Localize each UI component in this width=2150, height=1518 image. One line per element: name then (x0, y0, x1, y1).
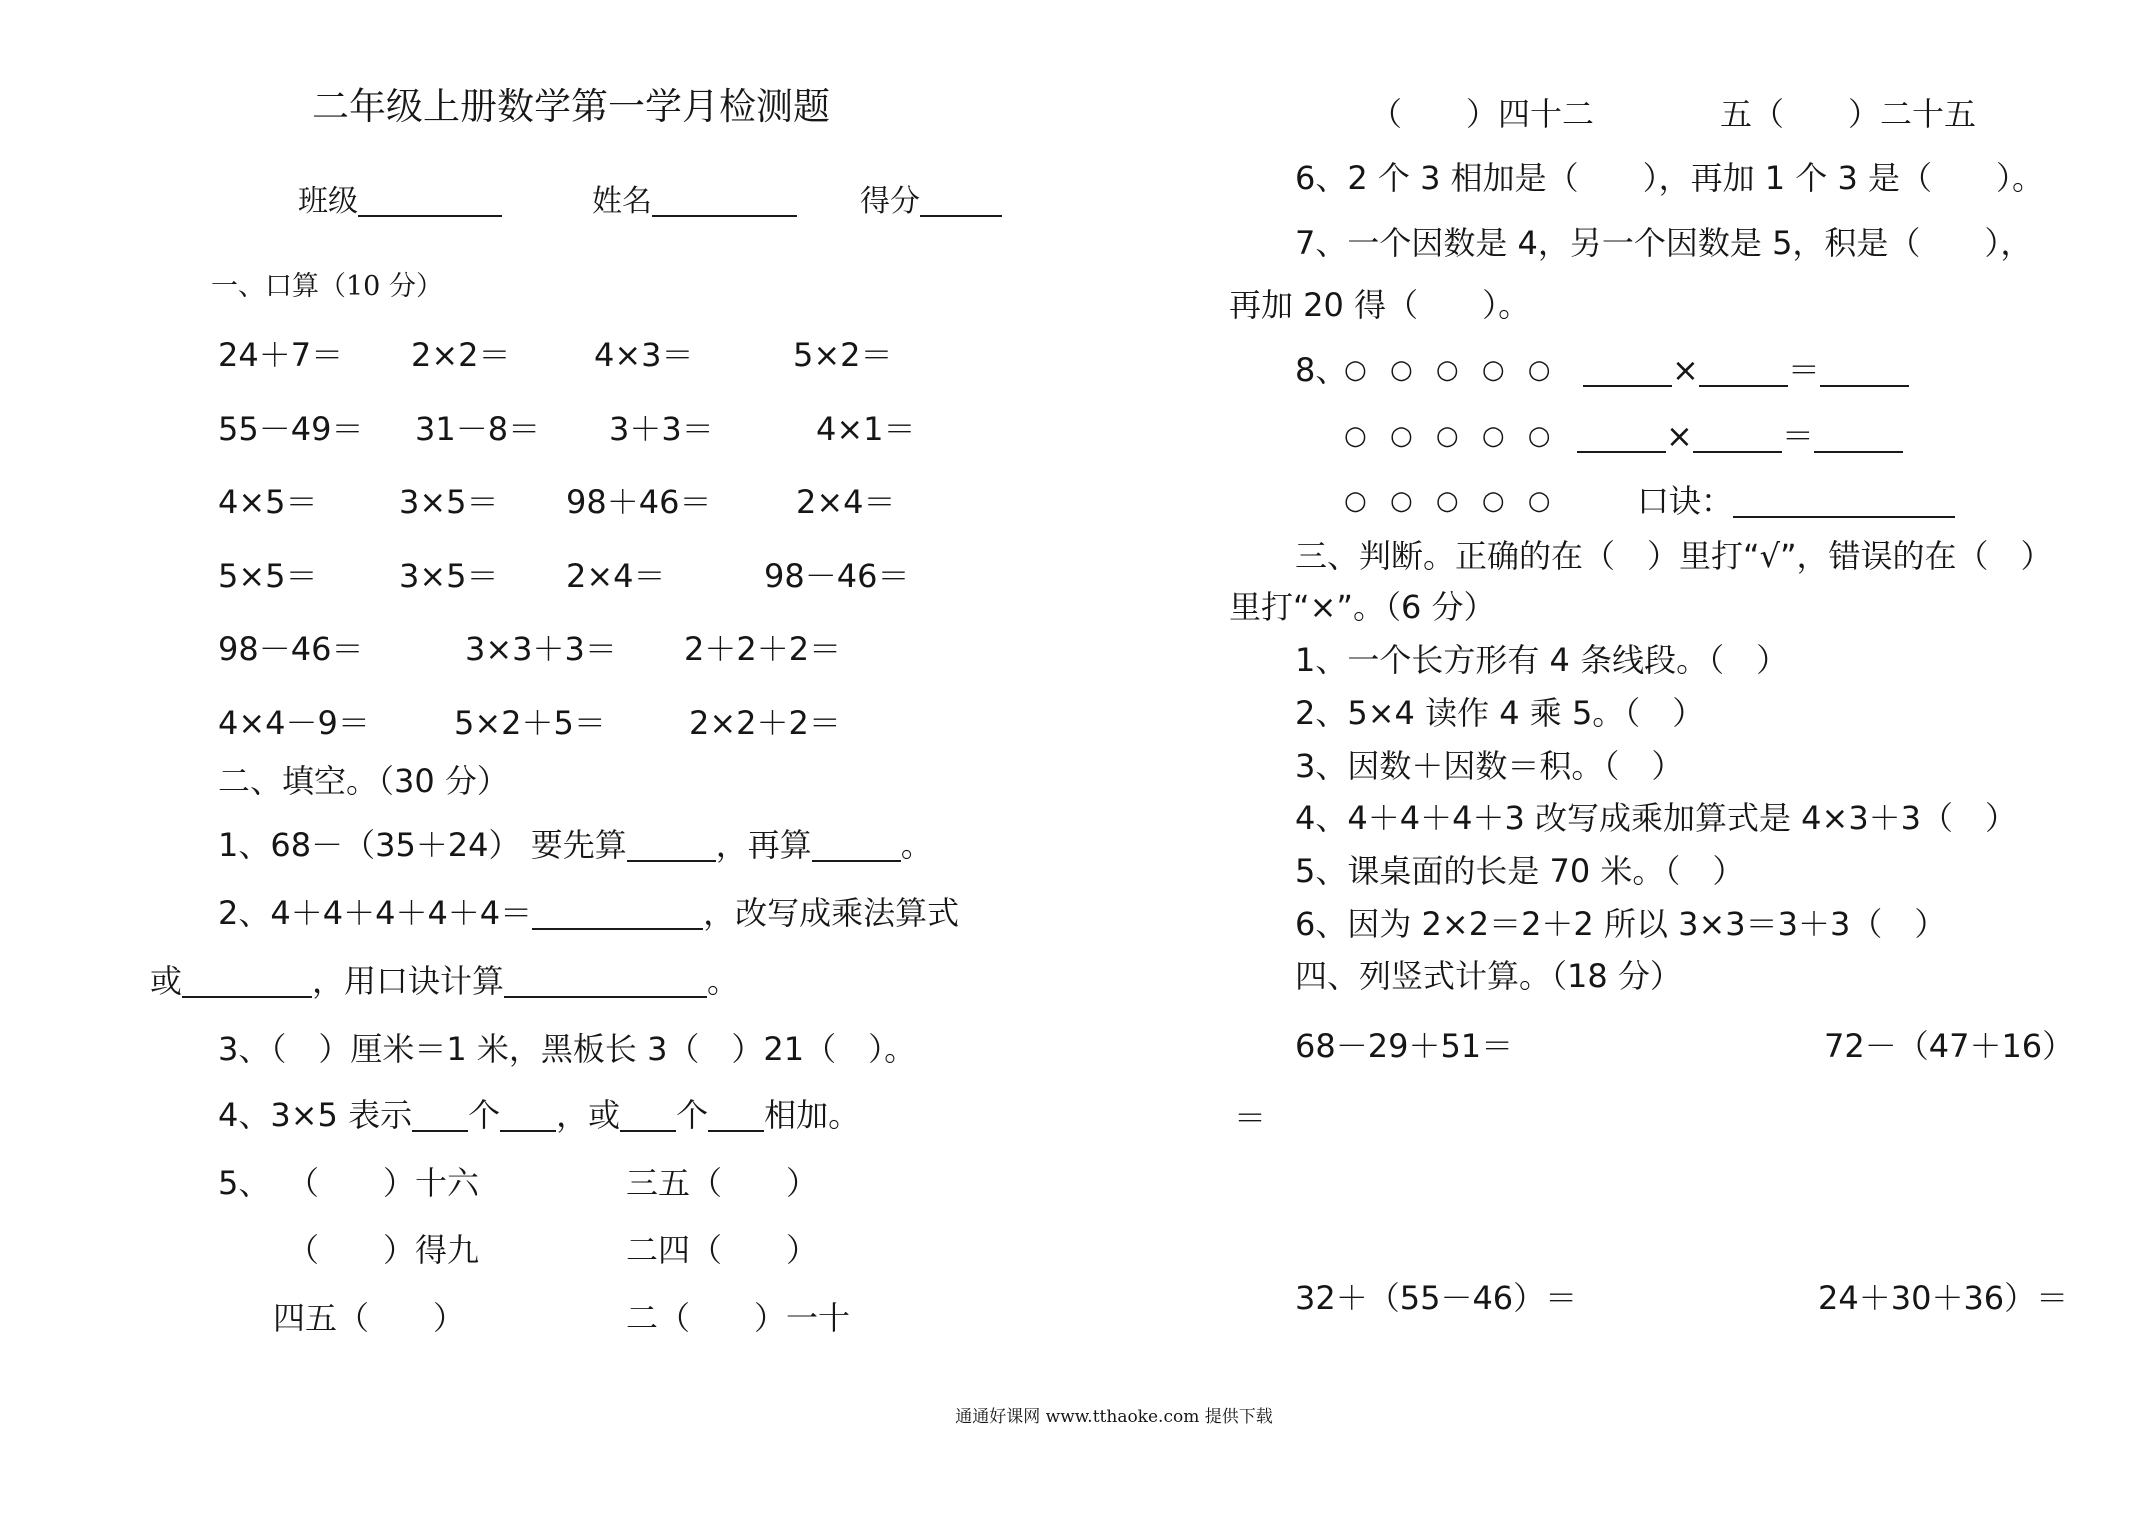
rhyme-item: 三五（ ） (626, 1164, 819, 1202)
answer-blank (1814, 423, 1903, 453)
question-text: ，或 (556, 1096, 621, 1134)
oral-problem: 4×5＝ (218, 483, 318, 521)
class-blank (358, 187, 502, 217)
answer-blank (1577, 423, 1666, 453)
question-text: ，改写成乘法算式 (703, 894, 960, 932)
oral-problem: 2×4＝ (796, 483, 896, 521)
rhyme-item: 四五（ ） (273, 1299, 466, 1337)
equals-sign: ＝ (1787, 351, 1820, 389)
circle-row: ○ ○ ○ ○ ○ (1344, 355, 1551, 385)
question-text: 或 (150, 962, 183, 1000)
oral-problem: 2×4＝ (566, 557, 666, 595)
fill-question-2 (218, 891, 959, 935)
page-title: 二年级上册数学第一学月检测题 (312, 85, 830, 128)
vertical-problem: 68－29＋51＝ (1295, 1027, 1514, 1065)
fill-question-7-continued: 再加 20 得（ ）。 (1229, 286, 1531, 324)
oral-problem: 4×3＝ (594, 336, 694, 374)
vertical-problem: 72－（47＋16） (1824, 1027, 2075, 1065)
question-text: 相加。 (764, 1096, 861, 1134)
section-judge-heading-continued: 里打“×”。（6 分） (1229, 588, 1496, 626)
answer-blank (812, 832, 901, 862)
oral-problem: 2×2＝ (411, 336, 511, 374)
answer-blank (1693, 423, 1782, 453)
circle-row: ○ ○ ○ ○ ○ (1344, 421, 1551, 451)
footer-credit: 通通好课网 www.tthaoke.com 提供下载 (955, 1407, 1273, 1427)
answer-blank (500, 1102, 556, 1132)
score-label: 得分 (860, 184, 920, 219)
answer-blank (1699, 357, 1788, 387)
rhyme-item: （ ）十六 (287, 1164, 480, 1202)
multiplication-equation (1583, 348, 1909, 392)
rhyme-item: （ ）四十二 (1370, 95, 1595, 133)
oral-problem: 3×5＝ (399, 557, 499, 595)
judge-item: 6、因为 2×2＝2＋2 所以 3×3＝3＋3（ ） (1295, 905, 1947, 943)
oral-problem: 98－46＝ (218, 630, 364, 668)
answer-blank (182, 968, 312, 998)
answer-blank (504, 968, 707, 998)
section-fill-heading: 二、填空。（30 分） (218, 762, 509, 800)
answer-blank (412, 1102, 468, 1132)
oral-problem: 5×5＝ (218, 557, 318, 595)
oral-problem: 98－46＝ (764, 557, 910, 595)
vertical-problem: 32＋（55－46）＝ (1295, 1279, 1578, 1317)
class-label: 班级 (298, 184, 358, 219)
question-text: 。 (707, 962, 740, 1000)
oral-problem: 55－49＝ (218, 410, 364, 448)
score-field (860, 180, 1002, 224)
section-vertical-heading: 四、列竖式计算。（18 分） (1295, 957, 1682, 995)
oral-problem: 4×1＝ (816, 410, 916, 448)
answer-blank (1820, 357, 1909, 387)
name-label: 姓名 (592, 184, 652, 219)
score-blank (920, 187, 1002, 217)
multiplication-equation (1577, 414, 1903, 458)
times-sign: × (1672, 351, 1699, 389)
answer-blank (1733, 488, 1955, 518)
oral-problem: 2×2＋2＝ (689, 704, 841, 742)
name-blank (652, 187, 797, 217)
fill-question-1 (218, 823, 933, 867)
answer-blank (620, 1102, 676, 1132)
rhyme-item: 二四（ ） (626, 1231, 819, 1269)
fill-question-7: 7、一个因数是 4，另一个因数是 5，积是（ ）， (1295, 224, 2033, 262)
oral-problem: 24＋7＝ (218, 336, 344, 374)
fill-question-3: 3、（ ）厘米＝1 米，黑板长 3（ ）21（ ）。 (218, 1030, 917, 1068)
question-text: 4、3×5 表示 (218, 1096, 413, 1134)
fill-question-8-label: 8、 (1295, 351, 1348, 389)
circle-row: ○ ○ ○ ○ ○ (1344, 486, 1551, 516)
question-text: 个 (468, 1096, 501, 1134)
oral-problem: 3×5＝ (399, 483, 499, 521)
class-field (298, 180, 502, 224)
times-sign: × (1666, 417, 1693, 455)
oral-problem: 98＋46＝ (566, 483, 712, 521)
rhyme-item: （ ）得九 (287, 1231, 480, 1269)
question-text: 。 (900, 826, 933, 864)
vertical-problem: 24＋30＋36）＝ (1818, 1279, 2069, 1317)
oral-problem: 3×3＋3＝ (465, 630, 617, 668)
oral-problem: 4×4－9＝ (218, 704, 370, 742)
judge-item: 3、因数＋因数＝积。（ ） (1295, 747, 1684, 785)
answer-blank (1583, 357, 1672, 387)
answer-blank (708, 1102, 764, 1132)
judge-item: 2、5×4 读作 4 乘 5。（ ） (1295, 694, 1705, 732)
rhyme-label: 口诀： (1637, 482, 1734, 520)
fill-question-5-label: 5、 (218, 1164, 271, 1202)
oral-problem: 5×2＝ (793, 336, 893, 374)
judge-item: 5、课桌面的长是 70 米。（ ） (1295, 852, 1745, 890)
fill-question-4 (218, 1093, 860, 1137)
section-judge-heading: 三、判断。正确的在（ ）里打“√”，错误的在（ ） (1295, 537, 2053, 575)
oral-problem: 3＋3＝ (609, 410, 714, 448)
answer-blank (627, 832, 716, 862)
oral-problem: 5×2＋5＝ (454, 704, 606, 742)
question-text: 2、4＋4＋4＋4＋4＝ (218, 894, 533, 932)
name-field (592, 180, 797, 224)
fill-question-6: 6、2 个 3 相加是（ ），再加 1 个 3 是（ ）。 (1295, 159, 2045, 197)
answer-blank (532, 900, 703, 930)
question-text: ，用口诀计算 (312, 962, 505, 1000)
oral-problem: 2＋2＋2＝ (684, 630, 842, 668)
question-text: ，再算 (715, 826, 812, 864)
rhyme-item: 五（ ）二十五 (1720, 95, 1977, 133)
question-text: 个 (676, 1096, 709, 1134)
vertical-problem-continued: ＝ (1234, 1099, 1267, 1137)
equals-sign: ＝ (1781, 417, 1814, 455)
rhyme-answer (1637, 479, 1955, 523)
rhyme-item: 二（ ）一十 (626, 1299, 851, 1337)
judge-item: 4、4＋4＋4＋3 改写成乘加算式是 4×3＋3（ ） (1295, 799, 2018, 837)
question-text: 1、68－（35＋24） 要先算 (218, 826, 627, 864)
oral-problem: 31－8＝ (415, 410, 541, 448)
section-oral-heading: 一、口算（10 分） (211, 271, 443, 302)
fill-question-2-continued (150, 959, 739, 1003)
judge-item: 1、一个长方形有 4 条线段。（ ） (1295, 641, 1789, 679)
